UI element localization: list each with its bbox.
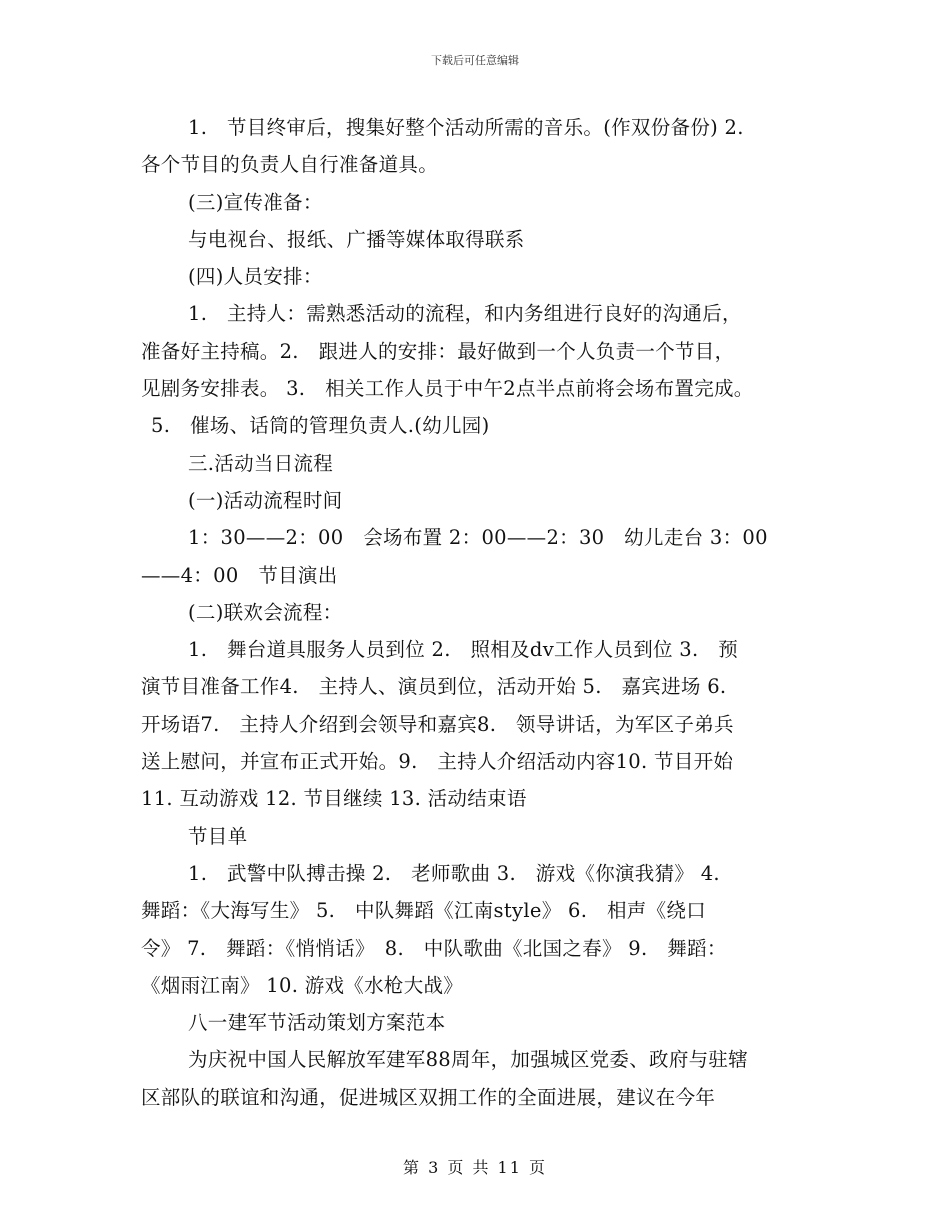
text-line: 1. 舞台道具服务人员到位 2. 照相及dv工作人员到位 3. 预 bbox=[188, 638, 739, 662]
text-line: 演节目准备工作4. 主持人、演员到位，活动开始 5. 嘉宾进场 6. bbox=[141, 675, 727, 699]
text-line: 见剧务安排表。 3. 相关工作人员于中午2点半点前将会场布置完成。 bbox=[141, 377, 754, 401]
text-line: 送上慰问，并宣布正式开始。9. 主持人介绍活动内容10. 节目开始 bbox=[141, 750, 734, 774]
text-line: (一)活动流程时间 bbox=[188, 488, 343, 512]
text-line: 各个节目的负责人自行准备道具。 bbox=[141, 153, 439, 177]
text-line: 1. 武警中队搏击操 2. 老师歌曲 3. 游戏《你演我猜》 4. bbox=[188, 861, 720, 885]
text-line: 1. 主持人：需熟悉活动的流程，和内务组进行良好的沟通后， bbox=[188, 302, 742, 326]
text-line: (三)宣传准备： bbox=[188, 190, 323, 214]
text-line: 与电视台、报纸、广播等媒体取得联系 bbox=[188, 227, 525, 251]
text-line: 5. 催场、话筒的管理负责人.(幼儿园) bbox=[151, 414, 490, 438]
page-header: 下载后可任意编辑 bbox=[431, 54, 519, 67]
text-line: 舞蹈：《大海写生》 5. 中队舞蹈《江南style》 6. 相声《绕口 bbox=[141, 899, 706, 923]
text-line: 区部队的联谊和沟通，促进城区双拥工作的全面进展，建议在今年 bbox=[141, 1085, 716, 1109]
text-line: 三.活动当日流程 bbox=[188, 451, 334, 475]
text-line: 为庆祝中国人民解放军建军88周年，加强城区党委、政府与驻辖 bbox=[188, 1048, 749, 1072]
text-line: 准备好主持稿。2. 跟进人的安排：最好做到一个人负责一个节目， bbox=[141, 339, 735, 363]
text-line: (二)联欢会流程： bbox=[188, 600, 343, 624]
text-line: 《烟雨江南》 10. 游戏《水枪大战》 bbox=[141, 973, 464, 997]
text-line: 令》 7. 舞蹈：《悄悄话》 8. 中队歌曲《北国之春》 9. 舞蹈： bbox=[141, 936, 727, 960]
text-line: 八一建军节活动策划方案范本 bbox=[188, 1011, 446, 1035]
document-body bbox=[141, 109, 817, 1116]
text-line: 11. 互动游戏 12. 节目继续 13. 活动结束语 bbox=[141, 787, 527, 811]
text-line: (四)人员安排： bbox=[188, 265, 323, 289]
text-line: ——4：00 节目演出 bbox=[141, 563, 338, 587]
text-line: 1. 节目终审后，搜集好整个活动所需的音乐。(作双份备份) 2. bbox=[188, 116, 744, 139]
text-line: 开场语7. 主持人介绍到会领导和嘉宾8. 领导讲话，为军区子弟兵 bbox=[141, 712, 734, 736]
text-line: 1：30——2：00 会场布置 2：00——2：30 幼儿走台 3：00 bbox=[188, 526, 768, 550]
text-line: 节目单 bbox=[188, 824, 248, 848]
page-footer: 第 3 页 共 11 页 bbox=[403, 1158, 547, 1177]
